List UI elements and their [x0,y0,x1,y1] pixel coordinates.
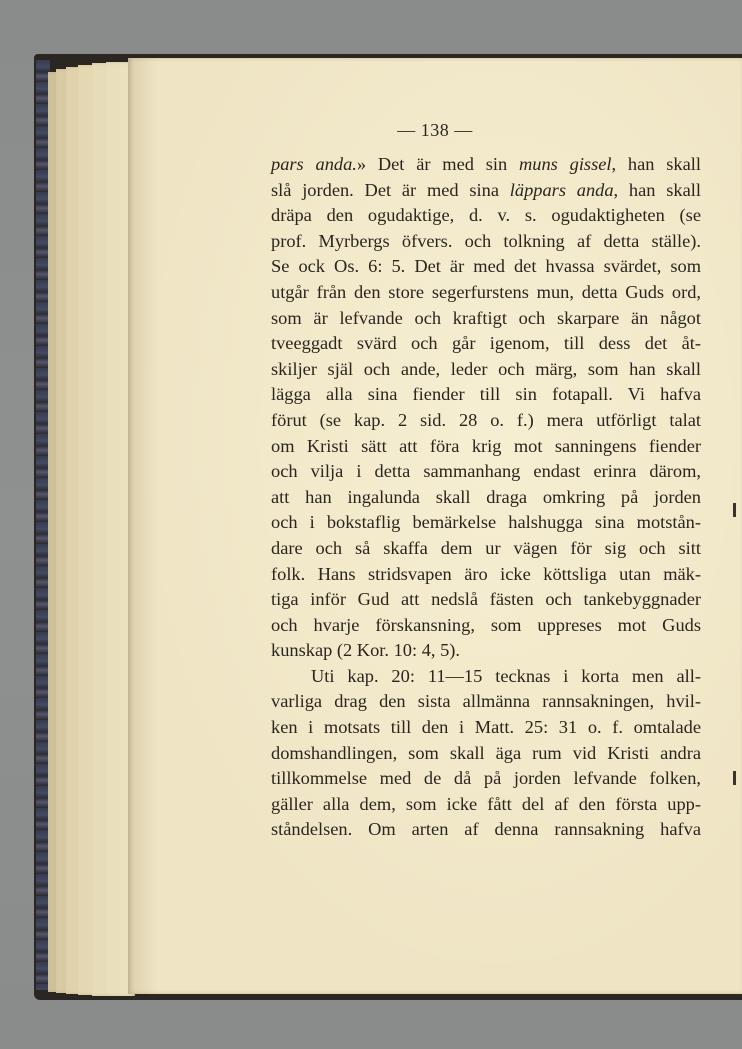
body-text [271,152,701,843]
text-line [271,613,701,639]
text-line [271,792,701,818]
text-run: dare och så skaffa dem ur vägen för sig och sitt [271,537,701,558]
margin-mark [733,771,736,785]
italic-text: läppars anda [509,179,614,200]
text-line [271,562,701,588]
text-line [271,331,701,357]
text-run: skiljer själ och ande, leder och märg, som han skall [271,358,701,379]
text-line [271,203,701,229]
text-run: förut (se kap. 2 sid. 28 o. f.) mera utförligt talat [271,409,701,430]
page-number: — 138 — [397,120,473,140]
text-run: som är lefvande och kraftigt och skarpare än något [271,307,701,328]
italic-text: muns gissel [519,154,612,174]
text-run: Uti kap. 20: 11—15 tecknas i korta men all- [311,665,701,686]
text-run: folk. Hans stridsvapen äro icke köttsliga utan mäk- [271,563,701,584]
text-line [271,715,701,741]
text-run: » Det är med sin [356,154,519,174]
text-line [271,536,701,562]
text-line [271,357,701,383]
text-line [271,459,701,485]
text-line [271,280,701,306]
text-run: slå jorden. Det är med sina [271,179,510,200]
text-line [271,306,701,332]
text-run: tiga inför Gud att nedslå fästen och tankebyggnader [271,589,701,610]
text-run: utgår från den store segerfurstens mun, detta Guds ord, [271,281,701,302]
text-line [271,178,701,204]
text-line [271,408,701,434]
text-line [271,766,701,792]
text-run: tillkommelse med de då på jorden lefvande folken, [271,768,701,789]
text-run: kunskap (2 Kor. 10: 4, 5). [271,640,460,661]
text-line [271,741,701,767]
text-line [271,254,701,280]
text-run: och hvarje förskansning, som uppreses mot Guds [271,614,701,635]
book-page [128,58,742,994]
text-run: domshandlingen, som skall äga rum vid Kristi andra [271,742,701,763]
text-run: och i bokstaflig bemärkelse halshugga sina motstån- [271,512,701,533]
text-line [271,434,701,460]
text-run: , han skall [613,179,701,200]
margin-mark [733,503,736,517]
text-run: Se ock Os. 6: 5. Det är med det hvassa svärdet, som [271,256,701,277]
text-run: att han ingalunda skall draga omkring på jorden [271,486,701,507]
text-run: ståndelsen. Om arten af denna rannsakning hafva [271,819,701,840]
text-line [271,689,701,715]
page-edges [48,62,134,996]
text-run: gäller alla dem, som icke fått del af den första upp- [271,793,701,814]
text-line [271,817,701,843]
text-line [271,510,701,536]
text-line [271,382,701,408]
text-run: lägga alla sina fiender till sin fotapall. Vi hafva [271,384,701,405]
italic-text: pars anda. [271,154,357,174]
text-run: tveeggadt svärd och går igenom, till dess det åt- [271,333,701,354]
text-line [271,229,701,255]
text-line [271,587,701,613]
text-line [271,152,701,178]
text-run: prof. Myrbergs öfvers. och tolkning af detta ställe). [271,230,701,251]
text-run: ken i motsats till den i Matt. 25: 31 o. f. omtalade [271,717,701,738]
text-run: om Kristi sätt att föra krig mot sanningens fiender [271,435,701,456]
text-line [271,638,701,664]
text-line [271,664,701,690]
text-run: , han skall [611,154,701,174]
text-run: och vilja i detta sammanhang endast erinra därom, [271,461,701,482]
text-line [271,485,701,511]
text-run: varliga drag den sista allmänna rannsakningen, hvil- [271,691,701,712]
text-run: dräpa den ogudaktige, d. v. s. ogudaktigheten (se [271,205,701,226]
